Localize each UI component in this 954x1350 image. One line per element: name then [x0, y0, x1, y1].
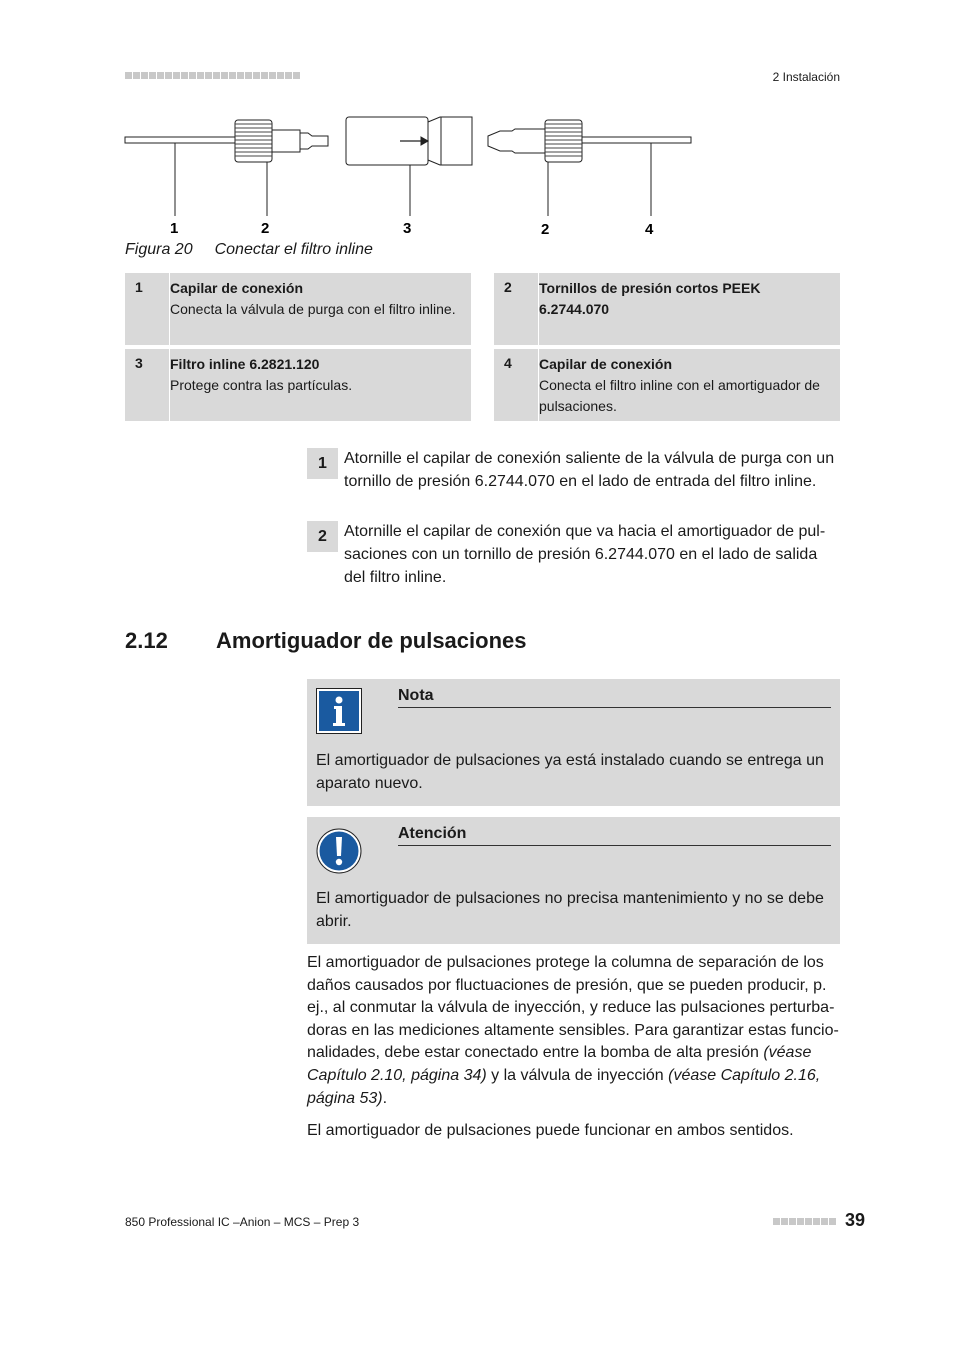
step-text: Atornille el capilar de conexión saliente de la válvula de purga con un tornillo de presión 6.2744.070 en el lado de entrada del filtro inline.: [344, 450, 835, 490]
capillary-left: [125, 137, 237, 143]
legend-title: Tornillos de presión cortos PEEK 6.2744.070: [539, 280, 761, 317]
section-title: Amortiguador de pulsaciones: [216, 628, 527, 653]
caution-body: El amortiguador de pulsaciones no precisa mantenimiento y no se debe abrir.: [316, 890, 824, 930]
legend-number: 1: [125, 273, 170, 345]
figure-label-2: 2: [261, 220, 270, 237]
step-number: 1: [307, 448, 338, 479]
figure-caption: [125, 241, 373, 259]
section-heading: [125, 628, 527, 654]
exclamation-icon: [316, 828, 362, 874]
cross-reference-link[interactable]: (véase Capítulo 2.16, página 53): [307, 1066, 821, 1107]
info-icon: [316, 688, 362, 734]
legend-item: [494, 349, 840, 421]
inline-filter-diagram: [120, 100, 720, 240]
note-box: [307, 679, 840, 806]
figure-label-3: 3: [403, 220, 412, 237]
legend-title: Filtro inline 6.2821.120: [170, 356, 320, 372]
legend-description: Conecta la válvula de purga con el filtro inline.: [170, 301, 456, 317]
inline-filter: [346, 117, 472, 165]
legend-item: [125, 273, 471, 345]
figure-caption-text: Conectar el filtro inline: [214, 241, 373, 258]
paragraph-text: .: [382, 1089, 388, 1107]
legend-description: Conecta el filtro inline con el amortiguador de pulsaciones.: [539, 377, 820, 414]
footer-document-title: 850 Professional IC –Anion – MCS – Prep 3: [125, 1215, 360, 1229]
capillary-right: [582, 137, 691, 143]
paragraph-text: El amortiguador de pulsaciones protege la columna de separación de los daños causados por fluctuaciones de presión, que se pueden producir, p. ej., al conmutar la válvula de inyección, y reduce las pulsaciones perturba-doras en las mediciones altamente sensibles. Para garantizar estas funcio-nalidades, debe estar conectado entre la bomba de alta presión: [307, 954, 839, 1062]
legend-title: Capilar de conexión: [170, 280, 304, 296]
legend-number: 4: [494, 349, 539, 421]
screw-right: [488, 120, 582, 162]
footer-decoration: [773, 1218, 836, 1225]
caution-title: Atención: [398, 825, 831, 846]
body-paragraph: [307, 952, 840, 1110]
paragraph-text: y la válvula de inyección: [486, 1066, 669, 1084]
legend-number: 2: [494, 273, 539, 345]
instruction-step: [307, 521, 840, 589]
figure-label-2b: 2: [541, 221, 550, 238]
page-number: 39: [845, 1210, 866, 1230]
section-number: 2.12: [125, 628, 168, 653]
screw-left: [235, 120, 328, 162]
header-section-label: 2 Instalación: [772, 70, 840, 84]
legend-title: Capilar de conexión: [539, 356, 673, 372]
figure-label-1: 1: [170, 220, 179, 237]
legend-number: 3: [125, 349, 170, 421]
step-number: 2: [307, 521, 338, 552]
figure-label-4: 4: [645, 221, 654, 238]
note-body: El amortiguador de pulsaciones ya está instalado cuando se entrega un aparato nuevo.: [316, 752, 824, 792]
note-title: Nota: [398, 687, 831, 708]
figure-caption-number: Figura 20: [125, 241, 193, 258]
step-text: Atornille el capilar de conexión que va hacia el amortiguador de pul-saciones con un tornillo de presión 6.2744.070 en el lado de salida del filtro inline.: [344, 523, 826, 586]
header-decoration: [125, 72, 300, 79]
caution-box: [307, 817, 840, 944]
body-paragraph: El amortiguador de pulsaciones puede funcionar en ambos sentidos.: [307, 1122, 794, 1139]
instruction-step: [307, 448, 840, 493]
legend-item: [125, 349, 471, 421]
legend-item: [494, 273, 840, 345]
legend-description: Protege contra las partículas.: [170, 377, 353, 393]
cross-reference-link[interactable]: (véase Capítulo 2.10, página 34): [307, 1044, 812, 1084]
